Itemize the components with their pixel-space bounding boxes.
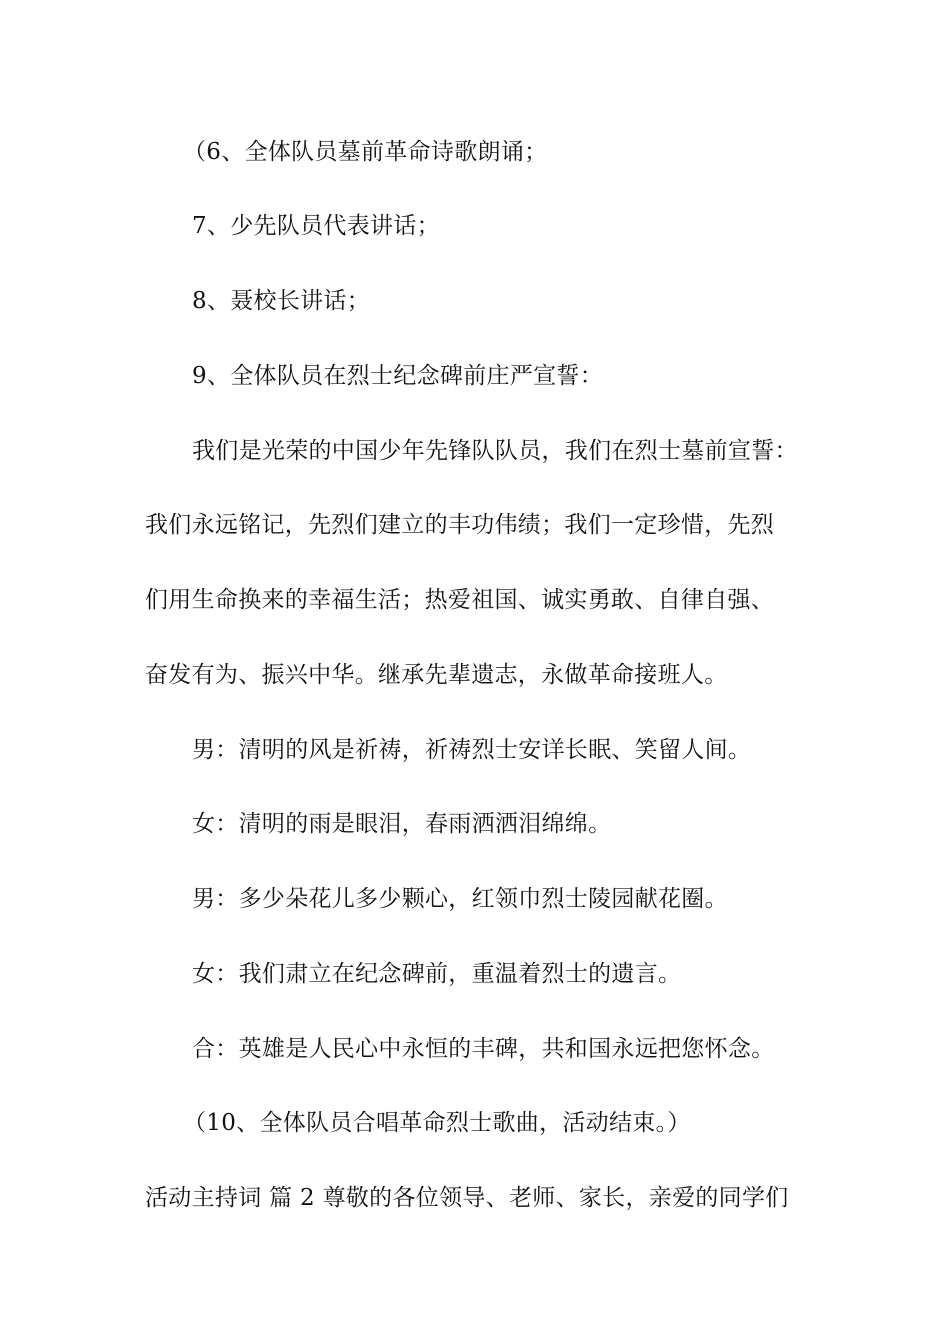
text-line-11: 男：多少朵花儿多少颗心，红领巾烈士陵园献花圈。 — [192, 886, 728, 912]
text-line-12: 女：我们肃立在纪念碑前，重温着烈士的遗言。 — [192, 961, 682, 987]
text-line-14: （10、全体队员合唱革命烈士歌曲，活动结束。） — [183, 1110, 691, 1136]
text-line-2: 7、少先队员代表讲话； — [192, 213, 440, 239]
text-line-5: 我们是光荣的中国少年先锋队队员，我们在烈士墓前宣誓： — [192, 438, 798, 464]
text-line-4: 9、全体队员在烈士纪念碑前庄严宣誓： — [192, 363, 604, 389]
text-line-15: 活动主持词 篇 2 尊敬的各位领导、老师、家长，亲爱的同学们 — [145, 1185, 789, 1211]
text-line-8: 奋发有为、振兴中华。继承先辈遗志，永做革命接班人。 — [145, 662, 728, 688]
text-line-10: 女：清明的雨是眼泪，春雨洒洒泪绵绵。 — [192, 811, 612, 837]
text-line-13: 合：英雄是人民心中永恒的丰碑，共和国永远把您怀念。 — [192, 1036, 775, 1062]
text-line-6: 我们永远铭记，先烈们建立的丰功伟绩；我们一定珍惜，先烈 — [145, 512, 775, 538]
text-line-9: 男：清明的风是祈祷，祈祷烈士安详长眠、笑留人间。 — [192, 737, 752, 763]
text-line-3: 8、聂校长讲话； — [192, 288, 371, 314]
text-line-7: 们用生命换来的幸福生活；热爱祖国、诚实勇敢、自律自强、 — [145, 587, 775, 613]
text-line-1: （6、全体队员墓前革命诗歌朗诵； — [183, 139, 548, 165]
